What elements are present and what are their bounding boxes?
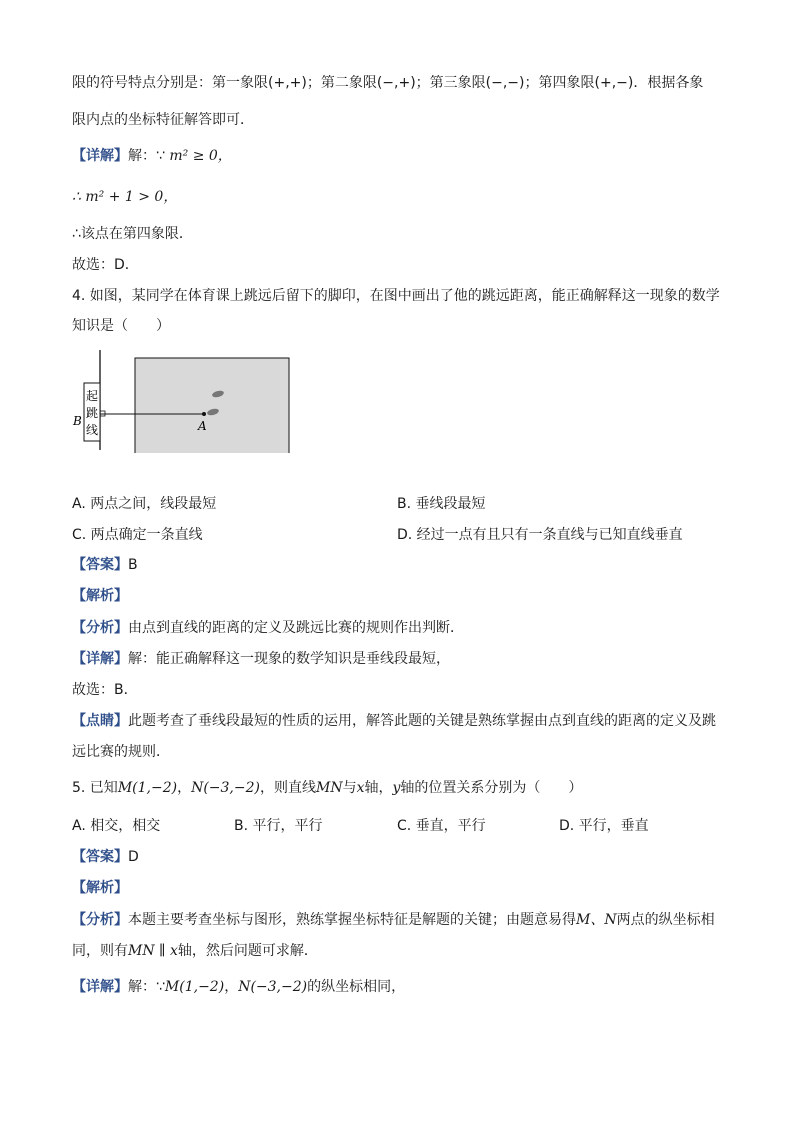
fenxi-tag: 【分析】 (72, 620, 128, 636)
point-a (202, 412, 206, 416)
option-c (397, 816, 486, 836)
option-c-text: C. 垂直，平行 (397, 818, 486, 834)
point-n: N(−3,−2) (191, 780, 260, 796)
text-line (72, 187, 177, 207)
x-axis-symbol: x (356, 780, 365, 796)
detail-text: 解：∵ (128, 979, 165, 995)
detail-line (72, 649, 450, 669)
fenxi-text: 同，则有 (72, 943, 128, 959)
option-d-text: D. 经过一点有且只有一条直线与已知直线垂直 (397, 527, 683, 543)
option-b-text: B. 垂线段最短 (397, 496, 486, 512)
option-a (72, 816, 160, 836)
dianjing-text: 远比赛的规则． (72, 744, 170, 760)
option-d (559, 816, 649, 836)
answer-value: D (128, 849, 139, 865)
question-5-text: 与 (342, 780, 357, 796)
text-line (72, 73, 703, 93)
math-expression: ∴ m² + 1 > 0， (72, 189, 178, 205)
answer-line (72, 847, 139, 867)
option-d-text: D. 平行，垂直 (559, 818, 649, 834)
fenxi-line-cont (72, 941, 318, 961)
question-5-text: 5. 已知 (72, 780, 118, 796)
fenxi-text: 两点的纵坐标相 (616, 912, 715, 928)
detail-text: 的纵坐标相同， (307, 979, 406, 995)
detail-text: 解：能正确解释这一现象的数学知识是垂线段最短， (128, 651, 450, 667)
choice-text: 故选：B． (72, 682, 138, 698)
answer-line (72, 555, 138, 575)
option-b-text: B. 平行，平行 (234, 818, 323, 834)
point-m: M(1,−2) (164, 979, 225, 995)
long-jump-figure (70, 348, 300, 453)
separator: ， (177, 780, 192, 796)
board-char: 起 (85, 389, 99, 403)
answer-tag: 【答案】 (72, 849, 128, 865)
detail-tag: 【详解】 (72, 979, 128, 995)
choice-line (72, 680, 138, 700)
answer-tag: 【答案】 (72, 557, 128, 573)
math-expression: MN ∥ x (128, 943, 178, 959)
question-5-text: 轴的位置关系分别为（ ） (400, 780, 583, 796)
option-d (397, 525, 683, 545)
point-a-label: A (198, 419, 207, 433)
analysis-tag: 【解析】 (72, 588, 128, 604)
option-b (234, 816, 323, 836)
board-char: 跳 (85, 406, 99, 420)
detail-tag: 【详解】 (72, 651, 128, 667)
text-line (72, 255, 139, 275)
detail-line (72, 977, 405, 997)
math-expression: m² ≥ 0， (169, 148, 232, 164)
detail-line (72, 146, 232, 166)
analysis-line (72, 586, 128, 606)
question-5-stem (72, 778, 582, 798)
detail-text: 解：∵ (128, 148, 165, 164)
question-5-text: ，则直线 (259, 780, 316, 796)
fenxi-text: 轴，然后问题可求解． (177, 943, 318, 959)
fenxi-text: 由点到直线的距离的定义及跳远比赛的规则作出判断． (128, 620, 464, 636)
point-b-label: B (73, 414, 82, 428)
question-4-text: 知识是（ ） (72, 318, 170, 334)
option-a (72, 494, 216, 514)
separator: ， (224, 979, 239, 995)
option-c (72, 525, 203, 545)
dianjing-line-cont (72, 742, 170, 762)
question-4-text: 4. 如图，某同学在体育课上跳远后留下的脚印，在图中画出了他的跳远距离，能正确解释这一现象的数学 (72, 288, 720, 304)
option-a-text: A. 两点之间，线段最短 (72, 496, 217, 512)
option-c-text: C. 两点确定一条直线 (72, 527, 203, 543)
analysis-tag: 【解析】 (72, 880, 128, 896)
detail-tag: 【详解】 (72, 148, 128, 164)
fenxi-line (72, 910, 715, 930)
analysis-line (72, 878, 128, 898)
option-b (397, 494, 486, 514)
fenxi-line (72, 618, 464, 638)
dianjing-line (72, 711, 716, 731)
choice-text: 故选：D． (72, 257, 139, 273)
sand-pit (135, 358, 289, 453)
points-mn: M、N (576, 912, 617, 928)
point-n: N(−3,−2) (238, 979, 308, 995)
dianjing-tag: 【点睛】 (72, 713, 128, 729)
dianjing-text: 此题考查了垂线段最短的性质的运用，解答此题的关键是熟练掌握由点到直线的距离的定义及跳 (128, 713, 716, 729)
fenxi-tag: 【分析】 (72, 912, 128, 928)
question-5-text: 轴， (364, 780, 393, 796)
line-mn: MN (315, 780, 343, 796)
board-char: 线 (85, 423, 99, 437)
quadrant-sign-text-cont: 限内点的坐标特征解答即可． (72, 112, 254, 128)
text-line (72, 110, 254, 130)
quadrant-sign-text: 限的符号特点分别是：第一象限(+,+)；第二象限(−,+)；第三象限(−,−)；第四象限(+,−)．根据各象 (72, 75, 704, 91)
question-4-stem (72, 286, 720, 306)
y-axis-symbol: y (392, 780, 401, 796)
point-m: M(1,−2) (117, 780, 178, 796)
fenxi-text: 本题主要考查坐标与图形，熟练掌握坐标特征是解题的关键；由题意易得 (128, 912, 576, 928)
option-a-text: A. 相交，相交 (72, 818, 161, 834)
question-4-stem-cont (72, 316, 170, 336)
text-line (72, 224, 193, 244)
conclusion-text: ∴该点在第四象限． (72, 226, 193, 242)
answer-value: B (128, 557, 138, 573)
